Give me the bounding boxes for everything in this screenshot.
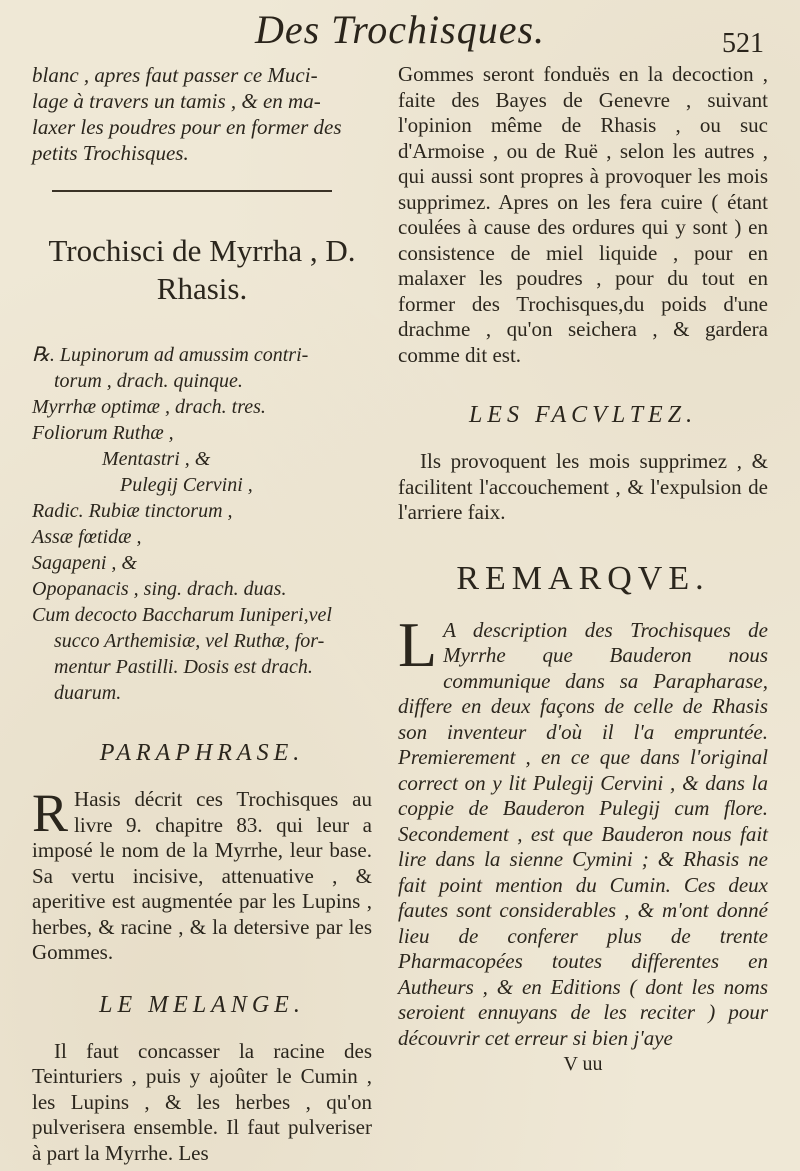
recipe-line: Radic. Rubiæ tinctorum ,	[32, 500, 233, 522]
recipe-line: duarum.	[54, 682, 122, 704]
melange-heading: LE MELANGE.	[99, 991, 305, 1018]
melange-continuation: Gommes seront fonduës en la decoction , faite des Bayes de Genevre , suivant l'opinion même de Rhasis , ou suc d'Armoise , ou de Ruë , selon les autres , qui aussi sont propres à provoquer les mois supprimez. Apres on les fera cuire ( étant coulées à cause des ordures qui y sont ) en consistence de miel liquide , pour en malaxer les poudres , pour du tout en former des Trochisques,du poids d'une drachme , qu'on seichera , & gardera comme dit est.	[398, 62, 768, 367]
paraphrase-heading: PARAPHRASE.	[99, 740, 305, 766]
facultez-heading: LES FACVLTEZ.	[468, 402, 698, 428]
recipe-line: torum , drach. quinque.	[54, 370, 243, 392]
recipe-line: Cum decocto Baccharum Iuniperi,vel	[32, 604, 332, 626]
drop-capital: R	[32, 783, 69, 843]
recipe-line: Myrrhæ optimæ , drach. tres.	[32, 396, 266, 418]
intro-block	[32, 62, 372, 166]
running-head: Des Trochisques.	[254, 7, 546, 52]
intro-line: laxer les poudres pour en former des	[32, 115, 342, 139]
left-column	[32, 62, 372, 1166]
recipe-line: Mentastri , &	[102, 448, 211, 470]
drop-capital: L	[398, 608, 438, 680]
recipe-line: mentur Pastilli. Dosis est drach.	[54, 656, 313, 678]
recipe-line: Pulegij Cervini ,	[120, 474, 253, 496]
remarque-text: A description des Trochisques de Myrrhe que Bauderon nous communique dans sa Parapharase, differe en deux façons de celle de Rhasis son inventeur d'où il l'a empruntée. Premierement , en ce que dans l'original correct on y lit Pulegij Cervini , & dans la coppie de Bauderon Pulegij cum flore. Secondement , est que Bauderon nous fait lire dans la sienne Cymini ; & Rhasis ne fait point mention du Cumin. Ces deux fautes sont considerables , & m'ont donné lieu de conferer plus de trente Pharmacopées toutes differentes en Autheurs , & en Editions ( dont les noms seroient ennuyans de les reciter ) pour découvrir cet erreur si bien j'aye	[398, 617, 768, 1050]
intro-line: lage à travers un tamis , & en ma-	[32, 89, 321, 113]
recipe-title: Trochisci de Myrrha , D. Rhasis.	[48, 233, 356, 306]
remarque-paragraph	[398, 608, 768, 1052]
page-number: 521	[722, 28, 764, 59]
recipe-line: Assæ fœtidæ ,	[32, 526, 142, 548]
paraphrase-text: Hasis décrit ces Trochisques au livre 9. chapitre 83. qui leur a imposé le nom de la Myrrhe, leur base. Sa vertu incisive, attenuative , & aperitive est augmentée par les Lupins , herbes, & racine , & la detersive par les Gommes.	[32, 787, 372, 964]
paraphrase-paragraph	[32, 783, 372, 966]
recipe-line: ℞. Lupinorum ad amussim contri-	[32, 344, 309, 366]
intro-line: petits Trochisques.	[32, 141, 189, 165]
melange-text: Il faut concasser la racine des Teinturiers , puis y ajoûter le Cumin , les Lupins , & les herbes , qu'on pulverisera ensemble. Il faut pulveriser à part la Myrrhe. Les	[32, 1038, 372, 1165]
recipe-line: succo Arthemisiæ, vel Ruthæ, for-	[54, 630, 325, 652]
signature-mark: V uu	[563, 1053, 603, 1075]
recipe-line: Foliorum Ruthæ ,	[32, 422, 174, 444]
recipe-block	[32, 342, 372, 706]
recipe-line: Opopanacis , sing. drach. duas.	[32, 578, 287, 600]
intro-line: blanc , apres faut passer ce Muci-	[32, 63, 318, 87]
section-rule	[52, 190, 332, 192]
right-column	[398, 62, 768, 1076]
remarque-heading: REMARQVE.	[456, 559, 710, 597]
recipe-line: Sagapeni , &	[32, 552, 137, 574]
facultez-text: Ils provoquent les mois supprimez , & facilitent l'accouchement , & l'expulsion de l'arriere faix.	[398, 449, 768, 524]
